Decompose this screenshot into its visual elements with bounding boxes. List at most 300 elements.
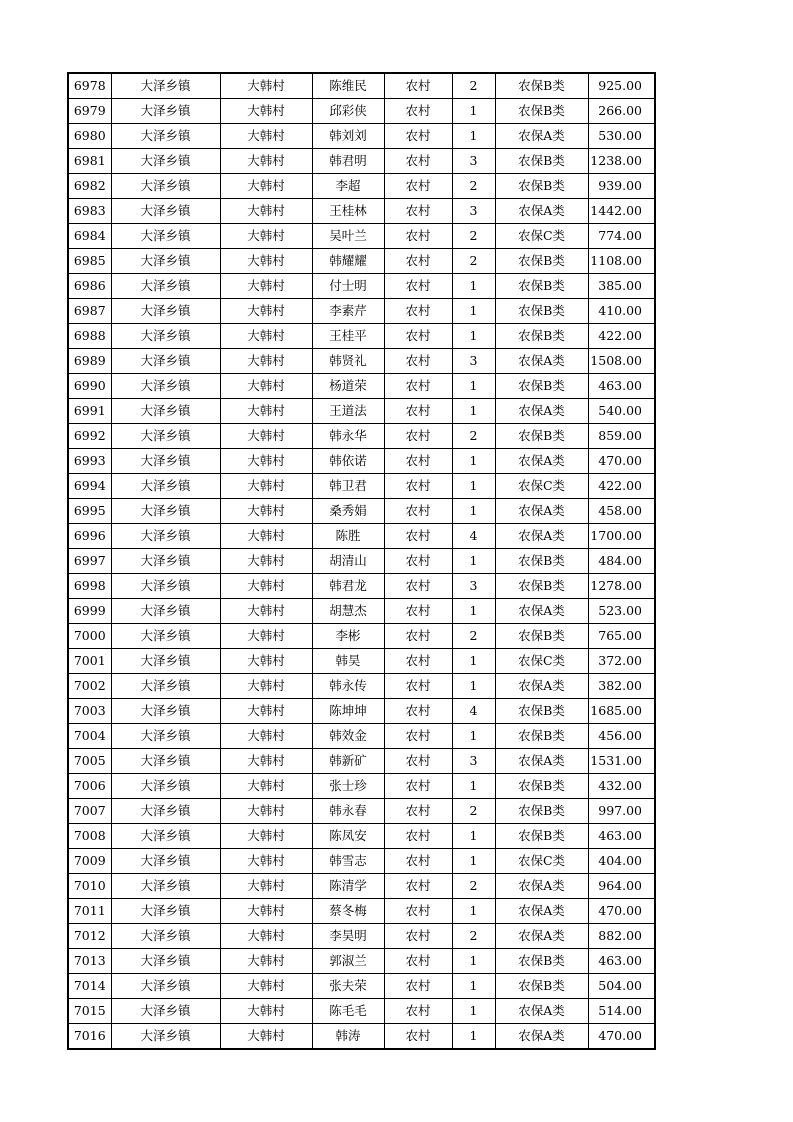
village-cell: 大韩村 (220, 549, 312, 574)
area-type-cell: 农村 (384, 924, 452, 949)
amount-cell: 774.00 (588, 224, 655, 249)
amount-cell: 540.00 (588, 399, 655, 424)
row-id-cell: 7010 (68, 874, 111, 899)
township-cell: 大泽乡镇 (111, 524, 220, 549)
insurance-class-cell: 农保B类 (495, 974, 588, 999)
village-cell: 大韩村 (220, 474, 312, 499)
village-cell: 大韩村 (220, 349, 312, 374)
table-row (68, 324, 655, 349)
name-cell: 陈毛毛 (312, 999, 384, 1024)
household-count-cell: 3 (452, 349, 495, 374)
insurance-class-cell: 农保A类 (495, 599, 588, 624)
insurance-class-cell: 农保A类 (495, 349, 588, 374)
village-cell: 大韩村 (220, 974, 312, 999)
township-cell: 大泽乡镇 (111, 99, 220, 124)
township-cell: 大泽乡镇 (111, 574, 220, 599)
table-row (68, 224, 655, 249)
township-cell: 大泽乡镇 (111, 324, 220, 349)
area-type-cell: 农村 (384, 274, 452, 299)
name-cell: 桑秀娟 (312, 499, 384, 524)
area-type-cell: 农村 (384, 849, 452, 874)
name-cell: 韩新矿 (312, 749, 384, 774)
area-type-cell: 农村 (384, 224, 452, 249)
household-count-cell: 4 (452, 524, 495, 549)
row-id-cell: 6997 (68, 549, 111, 574)
household-count-cell: 1 (452, 299, 495, 324)
household-count-cell: 1 (452, 274, 495, 299)
table-row (68, 649, 655, 674)
village-cell: 大韩村 (220, 674, 312, 699)
amount-cell: 1508.00 (588, 349, 655, 374)
name-cell: 王桂林 (312, 199, 384, 224)
table-row (68, 924, 655, 949)
village-cell: 大韩村 (220, 699, 312, 724)
household-count-cell: 1 (452, 324, 495, 349)
name-cell: 付士明 (312, 274, 384, 299)
table-row (68, 674, 655, 699)
township-cell: 大泽乡镇 (111, 174, 220, 199)
village-cell: 大韩村 (220, 824, 312, 849)
row-id-cell: 6988 (68, 324, 111, 349)
amount-cell: 456.00 (588, 724, 655, 749)
name-cell: 张夫荣 (312, 974, 384, 999)
village-cell: 大韩村 (220, 774, 312, 799)
name-cell: 陈胜 (312, 524, 384, 549)
area-type-cell: 农村 (384, 149, 452, 174)
amount-cell: 470.00 (588, 899, 655, 924)
insurance-class-cell: 农保B类 (495, 324, 588, 349)
table-row (68, 174, 655, 199)
household-count-cell: 3 (452, 749, 495, 774)
insurance-class-cell: 农保B类 (495, 174, 588, 199)
insurance-class-cell: 农保B类 (495, 699, 588, 724)
name-cell: 韩贤礼 (312, 349, 384, 374)
table-row (68, 1024, 655, 1050)
name-cell: 韩卫君 (312, 474, 384, 499)
township-cell: 大泽乡镇 (111, 949, 220, 974)
table-row (68, 524, 655, 549)
amount-cell: 964.00 (588, 874, 655, 899)
township-cell: 大泽乡镇 (111, 774, 220, 799)
township-cell: 大泽乡镇 (111, 849, 220, 874)
area-type-cell: 农村 (384, 174, 452, 199)
area-type-cell: 农村 (384, 874, 452, 899)
township-cell: 大泽乡镇 (111, 624, 220, 649)
row-id-cell: 6987 (68, 299, 111, 324)
township-cell: 大泽乡镇 (111, 899, 220, 924)
name-cell: 韩耀耀 (312, 249, 384, 274)
row-id-cell: 7008 (68, 824, 111, 849)
name-cell: 韩雪志 (312, 849, 384, 874)
area-type-cell: 农村 (384, 1024, 452, 1050)
table-row (68, 149, 655, 174)
amount-cell: 422.00 (588, 324, 655, 349)
table-row (68, 574, 655, 599)
name-cell: 韩永华 (312, 424, 384, 449)
area-type-cell: 农村 (384, 399, 452, 424)
household-count-cell: 2 (452, 924, 495, 949)
area-type-cell: 农村 (384, 324, 452, 349)
table-row (68, 774, 655, 799)
table-row (68, 549, 655, 574)
township-cell: 大泽乡镇 (111, 974, 220, 999)
household-count-cell: 1 (452, 674, 495, 699)
village-cell: 大韩村 (220, 799, 312, 824)
township-cell: 大泽乡镇 (111, 749, 220, 774)
name-cell: 韩刘刘 (312, 124, 384, 149)
name-cell: 胡慧杰 (312, 599, 384, 624)
insurance-class-cell: 农保B类 (495, 99, 588, 124)
village-cell: 大韩村 (220, 574, 312, 599)
name-cell: 韩永传 (312, 674, 384, 699)
amount-cell: 470.00 (588, 1024, 655, 1050)
table-row (68, 949, 655, 974)
row-id-cell: 7001 (68, 649, 111, 674)
row-id-cell: 6990 (68, 374, 111, 399)
name-cell: 胡清山 (312, 549, 384, 574)
area-type-cell: 农村 (384, 424, 452, 449)
table-row (68, 899, 655, 924)
household-count-cell: 1 (452, 1024, 495, 1050)
amount-cell: 514.00 (588, 999, 655, 1024)
township-cell: 大泽乡镇 (111, 149, 220, 174)
area-type-cell: 农村 (384, 799, 452, 824)
amount-cell: 1108.00 (588, 249, 655, 274)
row-id-cell: 6979 (68, 99, 111, 124)
name-cell: 蔡冬梅 (312, 899, 384, 924)
household-count-cell: 2 (452, 249, 495, 274)
row-id-cell: 6980 (68, 124, 111, 149)
amount-cell: 404.00 (588, 849, 655, 874)
household-count-cell: 2 (452, 874, 495, 899)
township-cell: 大泽乡镇 (111, 799, 220, 824)
township-cell: 大泽乡镇 (111, 399, 220, 424)
household-count-cell: 2 (452, 73, 495, 99)
name-cell: 李素芹 (312, 299, 384, 324)
area-type-cell: 农村 (384, 724, 452, 749)
insurance-class-cell: 农保C类 (495, 224, 588, 249)
table-row (68, 974, 655, 999)
village-cell: 大韩村 (220, 174, 312, 199)
row-id-cell: 6998 (68, 574, 111, 599)
insurance-class-cell: 农保A类 (495, 874, 588, 899)
insurance-class-cell: 农保A类 (495, 124, 588, 149)
township-cell: 大泽乡镇 (111, 474, 220, 499)
household-count-cell: 1 (452, 474, 495, 499)
table-row (68, 424, 655, 449)
row-id-cell: 6986 (68, 274, 111, 299)
amount-cell: 372.00 (588, 649, 655, 674)
area-type-cell: 农村 (384, 949, 452, 974)
row-id-cell: 6994 (68, 474, 111, 499)
township-cell: 大泽乡镇 (111, 549, 220, 574)
insurance-class-cell: 农保B类 (495, 624, 588, 649)
area-type-cell: 农村 (384, 599, 452, 624)
row-id-cell: 6992 (68, 424, 111, 449)
village-cell: 大韩村 (220, 999, 312, 1024)
township-cell: 大泽乡镇 (111, 824, 220, 849)
township-cell: 大泽乡镇 (111, 124, 220, 149)
area-type-cell: 农村 (384, 199, 452, 224)
village-cell: 大韩村 (220, 874, 312, 899)
amount-cell: 458.00 (588, 499, 655, 524)
household-count-cell: 1 (452, 899, 495, 924)
amount-cell: 432.00 (588, 774, 655, 799)
name-cell: 陈凤安 (312, 824, 384, 849)
insurance-class-cell: 农保B类 (495, 249, 588, 274)
township-cell: 大泽乡镇 (111, 249, 220, 274)
name-cell: 郭淑兰 (312, 949, 384, 974)
name-cell: 王桂平 (312, 324, 384, 349)
row-id-cell: 7002 (68, 674, 111, 699)
village-cell: 大韩村 (220, 99, 312, 124)
document-table-container (67, 72, 654, 1050)
row-id-cell: 6989 (68, 349, 111, 374)
village-cell: 大韩村 (220, 249, 312, 274)
household-count-cell: 1 (452, 599, 495, 624)
household-count-cell: 1 (452, 824, 495, 849)
household-count-cell: 1 (452, 949, 495, 974)
name-cell: 王道法 (312, 399, 384, 424)
table-row (68, 99, 655, 124)
township-cell: 大泽乡镇 (111, 699, 220, 724)
household-count-cell: 1 (452, 374, 495, 399)
amount-cell: 463.00 (588, 824, 655, 849)
area-type-cell: 农村 (384, 73, 452, 99)
township-cell: 大泽乡镇 (111, 499, 220, 524)
name-cell: 韩效金 (312, 724, 384, 749)
insurance-class-cell: 农保B类 (495, 799, 588, 824)
village-cell: 大韩村 (220, 649, 312, 674)
amount-cell: 523.00 (588, 599, 655, 624)
area-type-cell: 农村 (384, 449, 452, 474)
row-id-cell: 7004 (68, 724, 111, 749)
amount-cell: 1685.00 (588, 699, 655, 724)
amount-cell: 939.00 (588, 174, 655, 199)
row-id-cell: 7014 (68, 974, 111, 999)
township-cell: 大泽乡镇 (111, 73, 220, 99)
row-id-cell: 6983 (68, 199, 111, 224)
village-cell: 大韩村 (220, 199, 312, 224)
table-row (68, 349, 655, 374)
township-cell: 大泽乡镇 (111, 299, 220, 324)
area-type-cell: 农村 (384, 299, 452, 324)
insurance-class-cell: 农保B类 (495, 374, 588, 399)
table-row (68, 799, 655, 824)
table-row (68, 849, 655, 874)
amount-cell: 1531.00 (588, 749, 655, 774)
row-id-cell: 6996 (68, 524, 111, 549)
table-row (68, 474, 655, 499)
township-cell: 大泽乡镇 (111, 599, 220, 624)
township-cell: 大泽乡镇 (111, 924, 220, 949)
insurance-class-cell: 农保A类 (495, 899, 588, 924)
insurance-class-cell: 农保A类 (495, 524, 588, 549)
insurance-class-cell: 农保B类 (495, 574, 588, 599)
row-id-cell: 6985 (68, 249, 111, 274)
village-cell: 大韩村 (220, 499, 312, 524)
table-row (68, 599, 655, 624)
household-count-cell: 1 (452, 99, 495, 124)
insurance-class-cell: 农保B类 (495, 949, 588, 974)
row-id-cell: 6995 (68, 499, 111, 524)
village-cell: 大韩村 (220, 624, 312, 649)
amount-cell: 385.00 (588, 274, 655, 299)
name-cell: 张士珍 (312, 774, 384, 799)
table-row (68, 874, 655, 899)
area-type-cell: 农村 (384, 99, 452, 124)
amount-cell: 765.00 (588, 624, 655, 649)
amount-cell: 410.00 (588, 299, 655, 324)
township-cell: 大泽乡镇 (111, 199, 220, 224)
insurance-class-cell: 农保B类 (495, 824, 588, 849)
row-id-cell: 7016 (68, 1024, 111, 1050)
village-cell: 大韩村 (220, 1024, 312, 1050)
insurance-class-cell: 农保B类 (495, 724, 588, 749)
amount-cell: 997.00 (588, 799, 655, 824)
table-row (68, 499, 655, 524)
name-cell: 李昊明 (312, 924, 384, 949)
row-id-cell: 7005 (68, 749, 111, 774)
township-cell: 大泽乡镇 (111, 874, 220, 899)
amount-cell: 463.00 (588, 374, 655, 399)
village-cell: 大韩村 (220, 899, 312, 924)
amount-cell: 1700.00 (588, 524, 655, 549)
village-cell: 大韩村 (220, 449, 312, 474)
row-id-cell: 7015 (68, 999, 111, 1024)
amount-cell: 382.00 (588, 674, 655, 699)
household-count-cell: 1 (452, 549, 495, 574)
village-cell: 大韩村 (220, 124, 312, 149)
insurance-class-cell: 农保A类 (495, 399, 588, 424)
insurance-class-cell: 农保A类 (495, 449, 588, 474)
area-type-cell: 农村 (384, 774, 452, 799)
insurance-class-cell: 农保B类 (495, 549, 588, 574)
household-count-cell: 4 (452, 699, 495, 724)
amount-cell: 530.00 (588, 124, 655, 149)
amount-cell: 859.00 (588, 424, 655, 449)
table-row (68, 724, 655, 749)
insurance-class-cell: 农保A类 (495, 499, 588, 524)
village-cell: 大韩村 (220, 374, 312, 399)
table-row (68, 374, 655, 399)
area-type-cell: 农村 (384, 824, 452, 849)
amount-cell: 470.00 (588, 449, 655, 474)
insurance-class-cell: 农保C类 (495, 649, 588, 674)
area-type-cell: 农村 (384, 674, 452, 699)
village-cell: 大韩村 (220, 399, 312, 424)
amount-cell: 484.00 (588, 549, 655, 574)
township-cell: 大泽乡镇 (111, 224, 220, 249)
insurance-class-cell: 农保A类 (495, 749, 588, 774)
name-cell: 陈清学 (312, 874, 384, 899)
household-count-cell: 3 (452, 574, 495, 599)
name-cell: 李彬 (312, 624, 384, 649)
area-type-cell: 农村 (384, 574, 452, 599)
village-cell: 大韩村 (220, 924, 312, 949)
row-id-cell: 7013 (68, 949, 111, 974)
table-row (68, 999, 655, 1024)
table-row (68, 624, 655, 649)
name-cell: 韩永春 (312, 799, 384, 824)
table-row (68, 199, 655, 224)
table-row (68, 749, 655, 774)
row-id-cell: 6991 (68, 399, 111, 424)
township-cell: 大泽乡镇 (111, 449, 220, 474)
insurance-class-cell: 农保C类 (495, 849, 588, 874)
subsidy-table (67, 72, 656, 1050)
village-cell: 大韩村 (220, 299, 312, 324)
name-cell: 杨道荣 (312, 374, 384, 399)
name-cell: 韩昊 (312, 649, 384, 674)
area-type-cell: 农村 (384, 899, 452, 924)
village-cell: 大韩村 (220, 224, 312, 249)
household-count-cell: 2 (452, 174, 495, 199)
table-row (68, 124, 655, 149)
area-type-cell: 农村 (384, 974, 452, 999)
household-count-cell: 1 (452, 774, 495, 799)
area-type-cell: 农村 (384, 124, 452, 149)
village-cell: 大韩村 (220, 274, 312, 299)
area-type-cell: 农村 (384, 524, 452, 549)
insurance-class-cell: 农保C类 (495, 474, 588, 499)
name-cell: 韩君龙 (312, 574, 384, 599)
row-id-cell: 7012 (68, 924, 111, 949)
village-cell: 大韩村 (220, 324, 312, 349)
table-row (68, 399, 655, 424)
household-count-cell: 2 (452, 799, 495, 824)
name-cell: 邱彩侠 (312, 99, 384, 124)
household-count-cell: 2 (452, 224, 495, 249)
village-cell: 大韩村 (220, 524, 312, 549)
village-cell: 大韩村 (220, 599, 312, 624)
village-cell: 大韩村 (220, 749, 312, 774)
amount-cell: 1238.00 (588, 149, 655, 174)
village-cell: 大韩村 (220, 724, 312, 749)
table-row (68, 299, 655, 324)
amount-cell: 1278.00 (588, 574, 655, 599)
insurance-class-cell: 农保A类 (495, 1024, 588, 1050)
household-count-cell: 1 (452, 974, 495, 999)
household-count-cell: 1 (452, 724, 495, 749)
table-row (68, 699, 655, 724)
village-cell: 大韩村 (220, 949, 312, 974)
area-type-cell: 农村 (384, 349, 452, 374)
household-count-cell: 1 (452, 999, 495, 1024)
row-id-cell: 6978 (68, 73, 111, 99)
insurance-class-cell: 农保A类 (495, 924, 588, 949)
village-cell: 大韩村 (220, 424, 312, 449)
row-id-cell: 6984 (68, 224, 111, 249)
township-cell: 大泽乡镇 (111, 274, 220, 299)
township-cell: 大泽乡镇 (111, 724, 220, 749)
row-id-cell: 7006 (68, 774, 111, 799)
name-cell: 陈维民 (312, 73, 384, 99)
household-count-cell: 2 (452, 624, 495, 649)
area-type-cell: 农村 (384, 649, 452, 674)
household-count-cell: 3 (452, 199, 495, 224)
township-cell: 大泽乡镇 (111, 424, 220, 449)
area-type-cell: 农村 (384, 749, 452, 774)
row-id-cell: 7011 (68, 899, 111, 924)
row-id-cell: 7000 (68, 624, 111, 649)
area-type-cell: 农村 (384, 474, 452, 499)
household-count-cell: 1 (452, 449, 495, 474)
row-id-cell: 6981 (68, 149, 111, 174)
table-row (68, 449, 655, 474)
table-row (68, 824, 655, 849)
household-count-cell: 1 (452, 499, 495, 524)
